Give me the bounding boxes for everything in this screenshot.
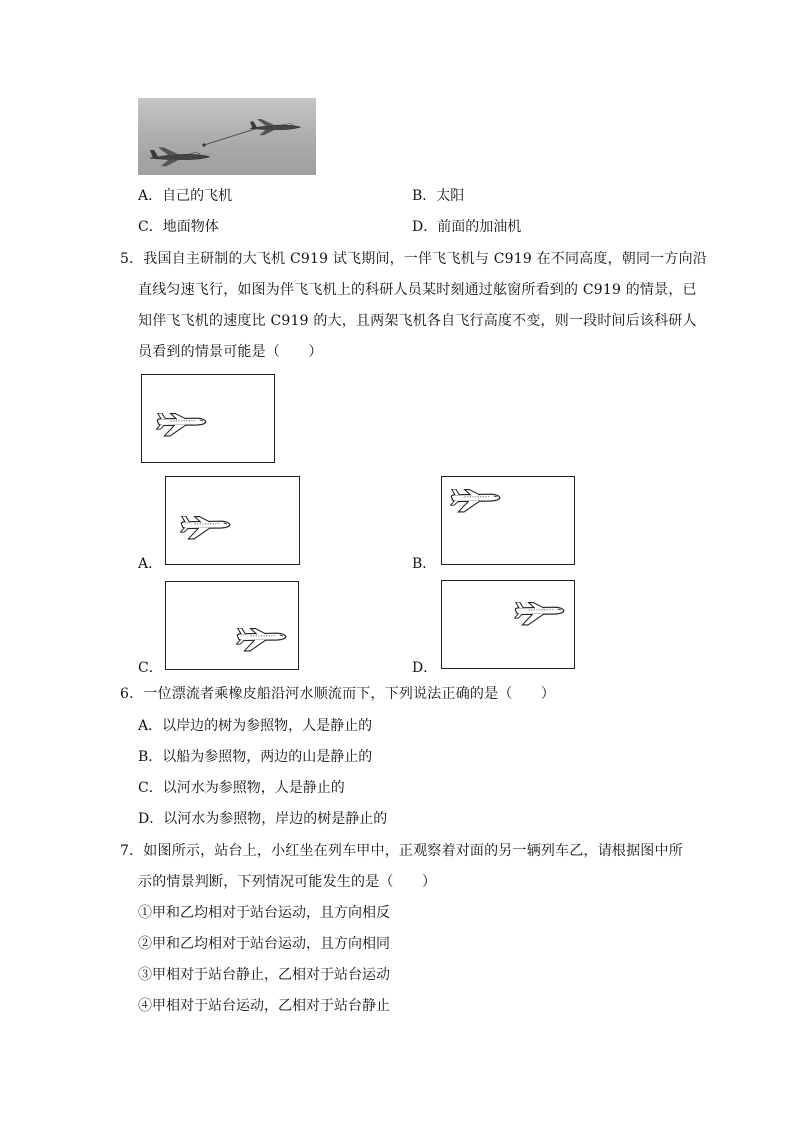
q6-option-b: B．以船为参照物，两边的山是静止的 bbox=[138, 749, 373, 765]
q5-reference-view bbox=[141, 374, 275, 463]
q7-item-4: ④甲相对于站台运动，乙相对于站台静止 bbox=[138, 998, 390, 1014]
q5-stem-line: 5．我国自主研制的大飞机 C919 试飞期间，一伴飞飞机与 C919 在不同高度，朝同一方向沿 bbox=[120, 251, 707, 267]
q5-stem-line: 直线匀速飞行，如图为伴飞飞机上的科研人员某时刻通过舷窗所看到的 C919 的情景，已 bbox=[138, 282, 697, 298]
c919-plane-icon bbox=[514, 602, 566, 626]
q4-option-b: B．太阳 bbox=[412, 188, 465, 204]
c919-plane-icon bbox=[450, 489, 502, 513]
q7-item-1: ①甲和乙均相对于站台运动，且方向相反 bbox=[138, 905, 390, 921]
q5-stem-line: 员看到的情景可能是（ ） bbox=[138, 344, 323, 360]
q6-stem: 6．一位漂流者乘橡皮船沿河水顺流而下，下列说法正确的是（ ） bbox=[120, 686, 556, 702]
q4-option-c: C．地面物体 bbox=[138, 219, 219, 235]
q6-option-a: A．以岸边的树为参照物，人是静止的 bbox=[138, 718, 373, 734]
c919-plane-icon bbox=[236, 628, 288, 652]
q5-label-a: A． bbox=[138, 556, 163, 572]
q4-option-d: D．前面的加油机 bbox=[412, 219, 522, 235]
q6-option-c: C．以河水为参照物，人是静止的 bbox=[138, 780, 345, 796]
q5-stem-line: 知伴飞飞机的速度比 C919 的大，且两架飞机各自飞行高度不变，则一段时间后该科研人 bbox=[138, 313, 697, 329]
q6-option-d: D．以河水为参照物，岸边的树是静止的 bbox=[138, 811, 388, 827]
q5-option-d-view bbox=[441, 580, 575, 669]
q5-label-c: C． bbox=[138, 660, 163, 676]
q7-stem-line: 示的情景判断，下列情况可能发生的是（ ） bbox=[138, 874, 437, 890]
refueling-photo bbox=[138, 98, 316, 175]
q7-item-3: ③甲相对于站台静止，乙相对于站台运动 bbox=[138, 967, 390, 983]
q4-option-a: A．自己的飞机 bbox=[138, 188, 233, 204]
q5-option-a-view bbox=[165, 476, 300, 565]
q7-item-2: ②甲和乙均相对于站台运动，且方向相同 bbox=[138, 936, 390, 952]
q5-label-b: B． bbox=[412, 556, 437, 572]
q5-option-c-view bbox=[165, 581, 299, 670]
c919-plane-icon bbox=[156, 413, 208, 437]
q7-stem-line: 7．如图所示，站台上，小红坐在列车甲中，正观察着对面的另一辆列车乙，请根据图中所 bbox=[120, 843, 683, 859]
q5-label-d: D． bbox=[412, 660, 438, 676]
q5-option-b-view bbox=[441, 476, 575, 565]
c919-plane-icon bbox=[180, 516, 232, 540]
